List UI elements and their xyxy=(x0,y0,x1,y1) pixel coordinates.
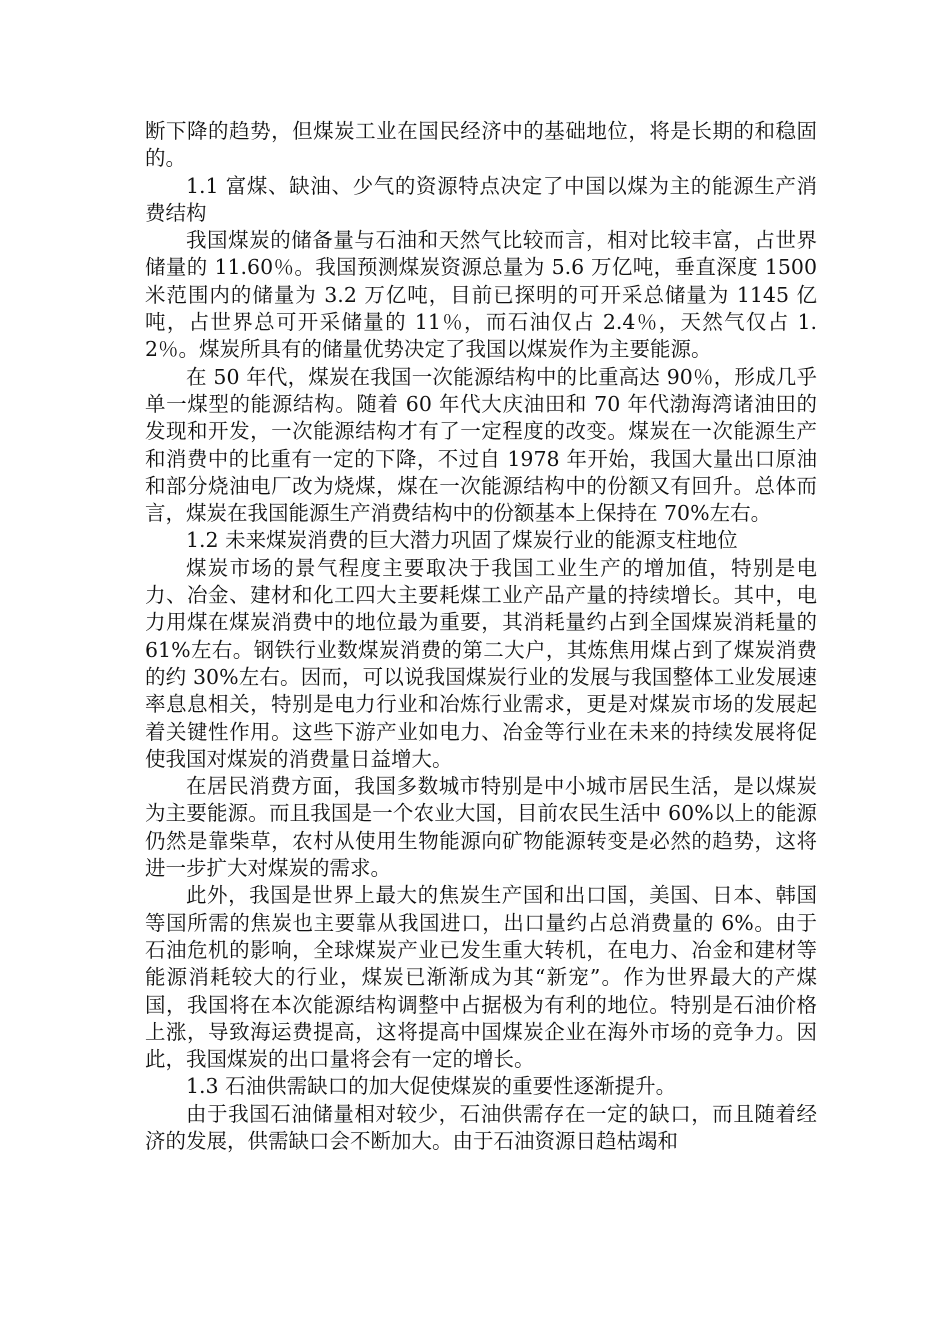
section-heading-1-3: 1.3 石油供需缺口的加大促使煤炭的重要性逐渐提升。 xyxy=(186,1074,677,1099)
paragraph-coal-reserves: 我国煤炭的储备量与石油和天然气比较而言，相对比较丰富，占世界储量的 11.60％。我国预测煤炭资源总量为 5.6 万亿吨，垂直深度 1500 米范围内的储量为 3.2 万亿吨，目前已探明的可开采总储量为 1145 亿吨，占世界总可开采储量的 11％，而石油仅占 2.4％，天然气仅占 1.2％。煤炭所具有的储量优势决定了我国以煤炭作为主要能源。 xyxy=(145,228,817,362)
document-page xyxy=(145,118,817,1155)
paragraph-oil-gap: 由于我国石油储量相对较少，石油供需存在一定的缺口，而且随着经济的发展，供需缺口会不断加大。由于石油资源日趋枯竭和 xyxy=(145,1101,817,1153)
paragraph-residential-consumption: 在居民消费方面，我国多数城市特别是中小城市居民生活，是以煤炭为主要能源。而且我国是一个农业大国，目前农民生活中 60%以上的能源仍然是靠柴草，农村从使用生物能源向矿物能源转变是必然的趋势，这将进一步扩大对煤炭的需求。 xyxy=(145,774,817,881)
paragraph-coke-export: 此外，我国是世界上最大的焦炭生产国和出口国，美国、日本、韩国等国所需的焦炭也主要靠从我国进口，出口量约占总消费量的 6%。由于石油危机的影响，全球煤炭产业已发生重大转机，在电力、冶金和建材等能源消耗较大的行业，煤炭已渐渐成为其“新宠”。作为世界最大的产煤国，我国将在本次能源结构调整中占据极为有利的地位。特别是石油价格上涨，导致海运费提高，这将提高中国煤炭企业在海外市场的竞争力。因此，我国煤炭的出口量将会有一定的增长。 xyxy=(145,883,817,1072)
section-heading-1-1: 1.1 富煤、缺油、少气的资源特点决定了中国以煤为主的能源生产消费结构 xyxy=(145,173,817,225)
paragraph-continuation: 断下降的趋势，但煤炭工业在国民经济中的基础地位，将是长期的和稳固的。 xyxy=(145,119,817,171)
section-heading-1-2: 1.2 未来煤炭消费的巨大潜力巩固了煤炭行业的能源支柱地位 xyxy=(186,528,738,553)
paragraph-industrial-demand: 煤炭市场的景气程度主要取决于我国工业生产的增加值，特别是电力、冶金、建材和化工四大主要耗煤工业产品产量的持续增长。其中，电力用煤在煤炭消费中的地位最为重要，其消耗量约占到全国煤炭消耗量的 61%左右。钢铁行业数煤炭消费的第二大户，其炼焦用煤占到了煤炭消费的约 30%左右。因而，可以说我国煤炭行业的发展与我国整体工业发展速率息息相关，特别是电力行业和冶炼行业需求，更是对煤炭市场的发展起着关键性作用。这些下游产业如电力、冶金等行业在未来的持续发展将促使我国对煤炭的消费量日益增大。 xyxy=(145,555,817,771)
paragraph-energy-structure-history: 在 50 年代，煤炭在我国一次能源结构中的比重高达 90％，形成几乎单一煤型的能源结构。随着 60 年代大庆油田和 70 年代渤海湾诸油田的发现和开发，一次能源结构才有了一定程度的改变。煤炭在一次能源生产和消费中的比重有一定的下降，不过自 1978 年开始，我国大量出口原油和部分烧油电厂改为烧煤，煤在一次能源结构中的份额又有回升。总体而言，煤炭在我国能源生产消费结构中的份额基本上保持在 70%左右。 xyxy=(145,364,817,526)
